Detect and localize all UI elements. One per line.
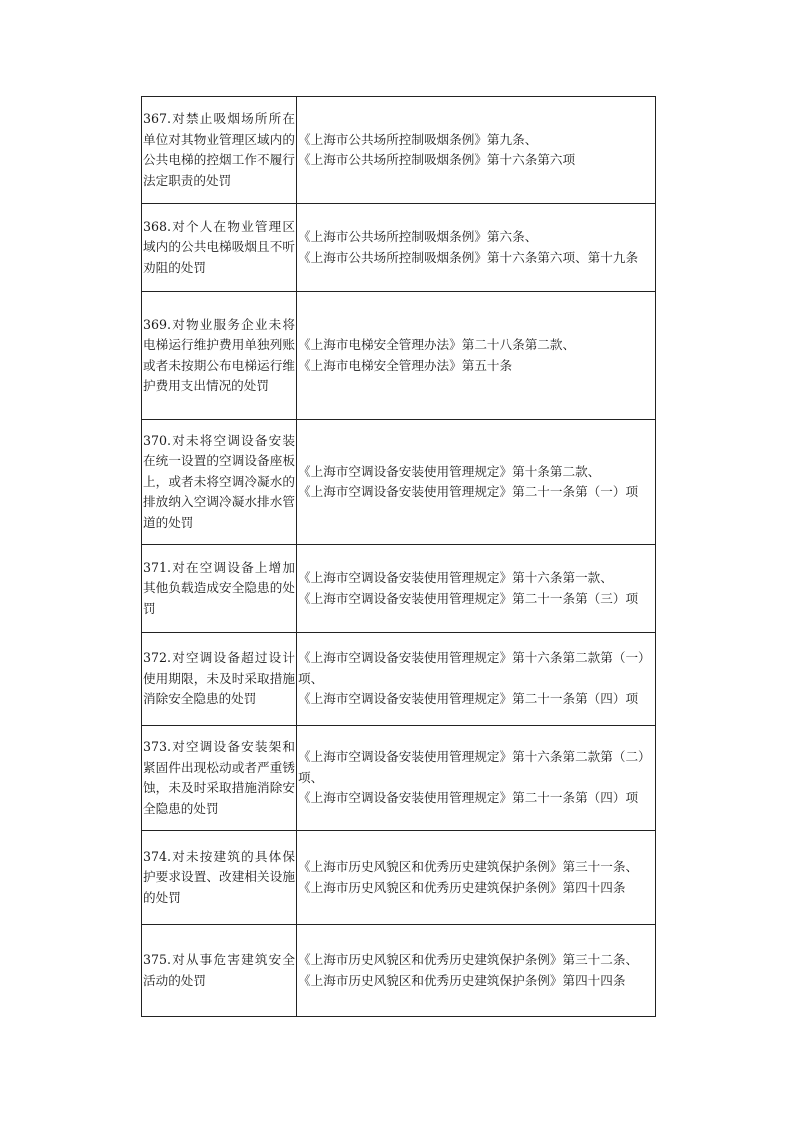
item-number: 372. [143,650,172,666]
item-number: 374. [143,848,172,864]
table-row [142,633,656,726]
basis-line: 《上海市公共场所控制吸烟条例》第十六条第六项、第十九条 [298,249,639,265]
basis-line: 《上海市公共场所控制吸烟条例》第六条、 [298,229,538,244]
basis-line: 《上海市历史风貌区和优秀历史建筑保护条例》第三十一条、 [298,859,639,874]
penalty-item [142,633,297,726]
legal-basis [297,420,656,545]
item-number: 369. [143,316,172,332]
basis-line: 《上海市空调设备安装使用管理规定》第二十一条第（四）项 [298,691,639,707]
legal-basis [297,545,656,633]
penalty-item [142,831,297,925]
penalty-item [142,292,297,420]
penalty-item [142,97,297,204]
table-row [142,97,656,204]
item-text: 对未按建筑的具体保护要求设置、改建相关设施的处罚 [143,848,295,905]
penalty-item [142,925,297,1017]
basis-line: 《上海市公共场所控制吸烟条例》第十六条第六项 [298,152,576,167]
item-number: 367. [143,111,172,126]
basis-line: 《上海市电梯安全管理办法》第五十条 [298,357,513,373]
legal-basis [297,726,656,831]
table-row [142,204,656,292]
basis-line: 《上海市电梯安全管理办法》第二十八条第二款、 [298,337,576,352]
table-row [142,420,656,545]
table-row [142,925,656,1017]
legal-basis [297,292,656,420]
penalty-item [142,545,297,633]
table-row [142,831,656,925]
legal-basis [297,633,656,726]
legal-basis [297,97,656,204]
item-number: 373. [143,739,172,754]
item-text: 对未将空调设备安装在统一设置的空调设备座板上，或者未将空调冷凝水的排放纳入空调冷凝水排水管道的处罚 [143,432,295,530]
table-row [142,292,656,420]
basis-line: 《上海市空调设备安装使用管理规定》第十六条第二款第（一）项、 [298,650,651,686]
basis-line: 《上海市历史风貌区和优秀历史建筑保护条例》第四十四条 [298,879,626,895]
penalty-item [142,420,297,545]
item-number: 375. [143,952,172,967]
penalty-item [142,204,297,292]
item-text: 对在空调设备上增加其他负载造成安全隐患的处罚 [143,559,295,616]
basis-line: 《上海市历史风貌区和优秀历史建筑保护条例》第四十四条 [298,972,626,988]
table-row [142,726,656,831]
item-number: 370. [143,432,172,448]
basis-line: 《上海市空调设备安装使用管理规定》第二十一条第（一）项 [298,484,639,499]
legal-basis [297,925,656,1017]
basis-line: 《上海市历史风貌区和优秀历史建筑保护条例》第三十二条、 [298,952,639,967]
item-number: 368. [143,218,172,234]
item-text: 对个人在物业管理区域内的公共电梯吸烟且不听劝阻的处罚 [143,218,295,275]
item-text: 对从事危害建筑安全活动的处罚 [143,952,295,988]
item-text: 对空调设备安装架和紧固件出现松动或者严重锈蚀，未及时采取措施消除安全隐患的处罚 [143,739,295,816]
penalty-item [142,726,297,831]
table-row [142,545,656,633]
basis-line: 《上海市空调设备安装使用管理规定》第二十一条第（三）项 [298,590,639,606]
item-number: 371. [143,559,172,575]
item-text: 对物业服务企业未将电梯运行维护费用单独列账或者未按期公布电梯运行维护费用支出情况的处罚 [143,316,295,393]
penalty-basis-table [141,96,656,1017]
legal-basis [297,204,656,292]
item-text: 对空调设备超过设计使用期限，未及时采取措施消除安全隐患的处罚 [143,650,295,707]
basis-line: 《上海市空调设备安装使用管理规定》第十六条第一款、 [298,570,613,585]
legal-basis [297,831,656,925]
item-text: 对禁止吸烟场所所在单位对其物业管理区域内的公共电梯的控烟工作不履行法定职责的处罚 [143,111,295,188]
basis-line: 《上海市空调设备安装使用管理规定》第十条第二款、 [298,463,601,479]
basis-line: 《上海市公共场所控制吸烟条例》第九条、 [298,131,538,147]
basis-line: 《上海市空调设备安装使用管理规定》第十六条第二款第（二）项、 [298,749,651,785]
basis-line: 《上海市空调设备安装使用管理规定》第二十一条第（四）项 [298,790,639,806]
